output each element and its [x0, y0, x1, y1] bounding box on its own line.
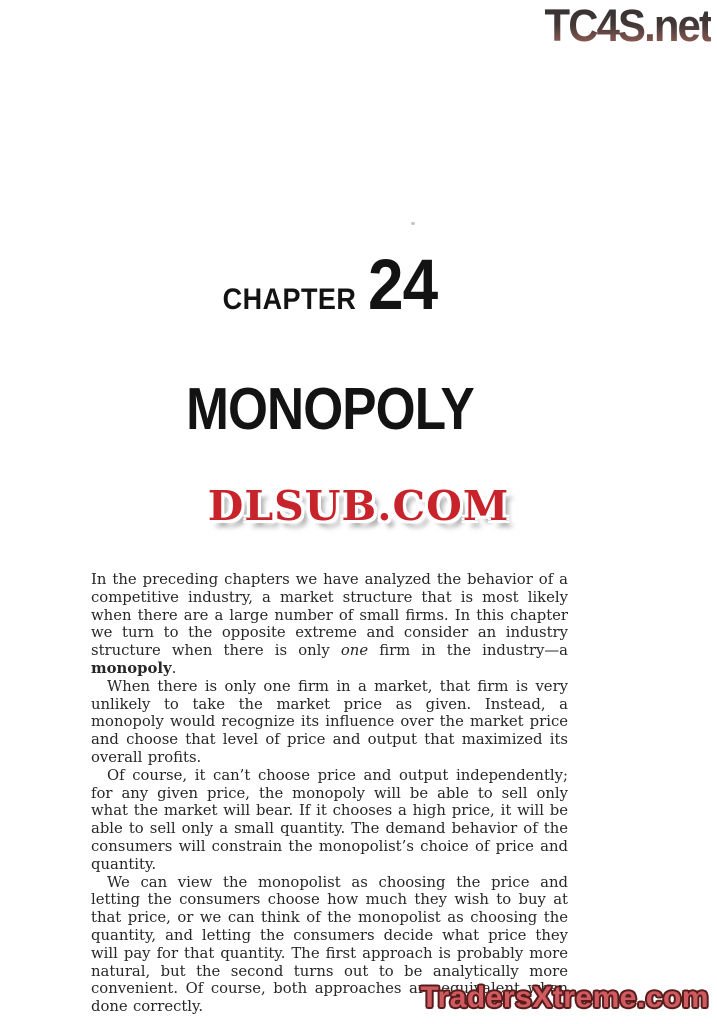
- text-segment: one: [340, 642, 369, 660]
- body-text: [91, 571, 568, 1016]
- chapter-heading: [33, 245, 627, 326]
- chapter-label: CHAPTER: [222, 283, 357, 316]
- text-segment: monopoly: [91, 659, 172, 677]
- text-segment: We can view the monopolist as choosing the price and letting the consumers choose how much they wish to buy at that price, or we can think of the monopolist as choosing the quantity, and letting the consumers decide what price they will pay for that quantity. The first approach is probably more natural, but the second turns out to be analytically more convenient. Of course, both approaches are equivalent when done correctly.: [91, 873, 568, 1016]
- watermark-bottom-right: TradersXtreme.com: [420, 981, 709, 1014]
- text-segment: Of course, it can’t choose price and output independently; for any given price, the monopoly will be able to sell only what the market will bear. If it chooses a high price, it will be able to sell only a small quantity. The demand behavior of the consumers will constrain the monopolist’s choice of price and quantity.: [91, 766, 568, 873]
- text-segment: In the preceding chapters we have analyzed the behavior of a competitive industry, a market structure that is most likely when there are a large number of small firms. In this chapter we turn to the opposite extreme and consider an industry structure when there is only: [91, 571, 568, 660]
- scan-speck: [411, 222, 415, 225]
- text-segment: firm in the industry—a: [368, 642, 568, 660]
- text-segment: .: [171, 659, 177, 677]
- watermark-center: DLSUB.COM: [207, 482, 510, 530]
- text-segment: When there is only one firm in a market, that firm is very unlikely to take the market price as given. Instead, a monopoly would recognize its influence over the market price and choose that level of price and output that maximized its overall profits.: [91, 677, 568, 766]
- paragraph: [91, 767, 568, 874]
- page-title: MONOPOLY: [186, 376, 474, 442]
- paragraph: [91, 571, 568, 678]
- paragraph: [91, 678, 568, 767]
- watermark-top-right: TC4S.net: [544, 0, 711, 51]
- chapter-number: 24: [368, 246, 438, 325]
